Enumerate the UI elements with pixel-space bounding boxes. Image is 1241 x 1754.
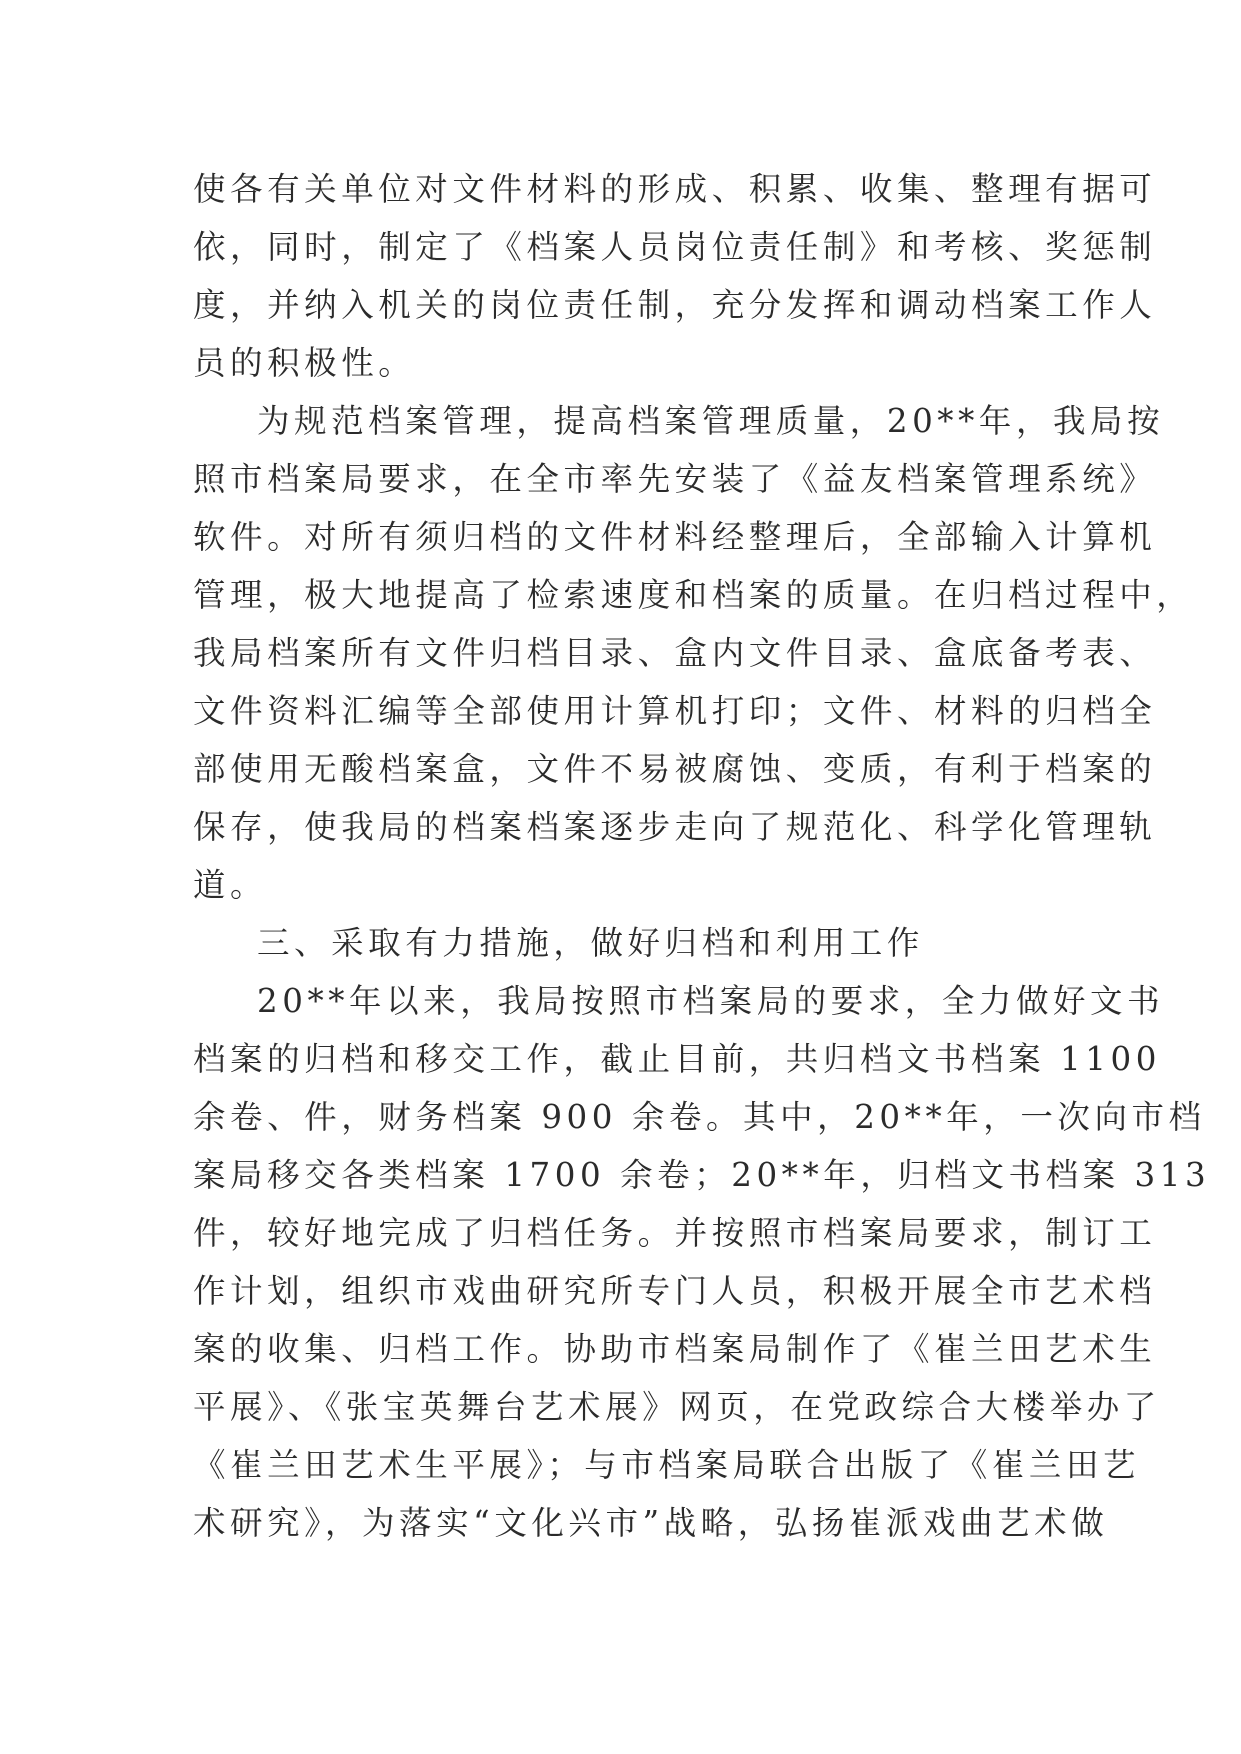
text-line: 三、采取有力措施，做好归档和利用工作 — [257, 924, 924, 962]
document-body — [193, 160, 1211, 1552]
text-line: 20**年以来，我局按照市档案局的要求，全力做好文书 — [257, 982, 1165, 1020]
text-line: 度，并纳入机关的岗位责任制，充分发挥和调动档案工作人 — [193, 286, 1157, 324]
text-line: 余卷、件，财务档案 900 余卷。其中，20**年，一次向市档 — [193, 1098, 1206, 1136]
text-line: 部使用无酸档案盒，文件不易被腐蚀、变质，有利于档案的 — [193, 750, 1157, 788]
text-line: 《崔兰田艺术生平展》；与市档案局联合出版了《崔兰田艺 — [193, 1446, 1141, 1484]
text-line: 使各有关单位对文件材料的形成、积累、收集、整理有据可 — [193, 170, 1157, 208]
text-line: 件，较好地完成了归档任务。并按照市档案局要求，制订工 — [193, 1214, 1157, 1252]
text-line: 道。 — [193, 866, 268, 904]
text-line: 平展》、《张宝英舞台艺术展》网页，在党政综合大楼举办了 — [193, 1388, 1161, 1426]
text-line: 照市档案局要求，在全市率先安装了《益友档案管理系统》 — [193, 460, 1157, 498]
text-line: 案局移交各类档案 1700 余卷；20**年，归档文书档案 313 — [193, 1156, 1211, 1194]
text-line: 管理，极大地提高了检索速度和档案的质量。在归档过程中， — [193, 576, 1194, 614]
text-line: 文件资料汇编等全部使用计算机打印；文件、材料的归档全 — [193, 692, 1157, 730]
text-line: 作计划，组织市戏曲研究所专门人员，积极开展全市艺术档 — [193, 1272, 1157, 1310]
text-line: 为规范档案管理，提高档案管理质量，20**年，我局按 — [257, 402, 1165, 440]
text-line: 依，同时，制定了《档案人员岗位责任制》和考核、奖惩制 — [193, 228, 1157, 266]
text-line: 软件。对所有须归档的文件材料经整理后，全部输入计算机 — [193, 518, 1157, 556]
text-line: 员的积极性。 — [193, 344, 416, 382]
text-line: 术研究》，为落实“文化兴市”战略，弘扬崔派戏曲艺术做 — [193, 1504, 1109, 1542]
text-line: 案的收集、归档工作。协助市档案局制作了《崔兰田艺术生 — [193, 1330, 1157, 1368]
text-line: 档案的归档和移交工作，截止目前，共归档文书档案 1100 — [193, 1040, 1161, 1078]
text-line: 保存，使我局的档案档案逐步走向了规范化、科学化管理轨 — [193, 808, 1157, 846]
text-line: 我局档案所有文件归档目录、盒内文件目录、盒底备考表、 — [193, 634, 1157, 672]
